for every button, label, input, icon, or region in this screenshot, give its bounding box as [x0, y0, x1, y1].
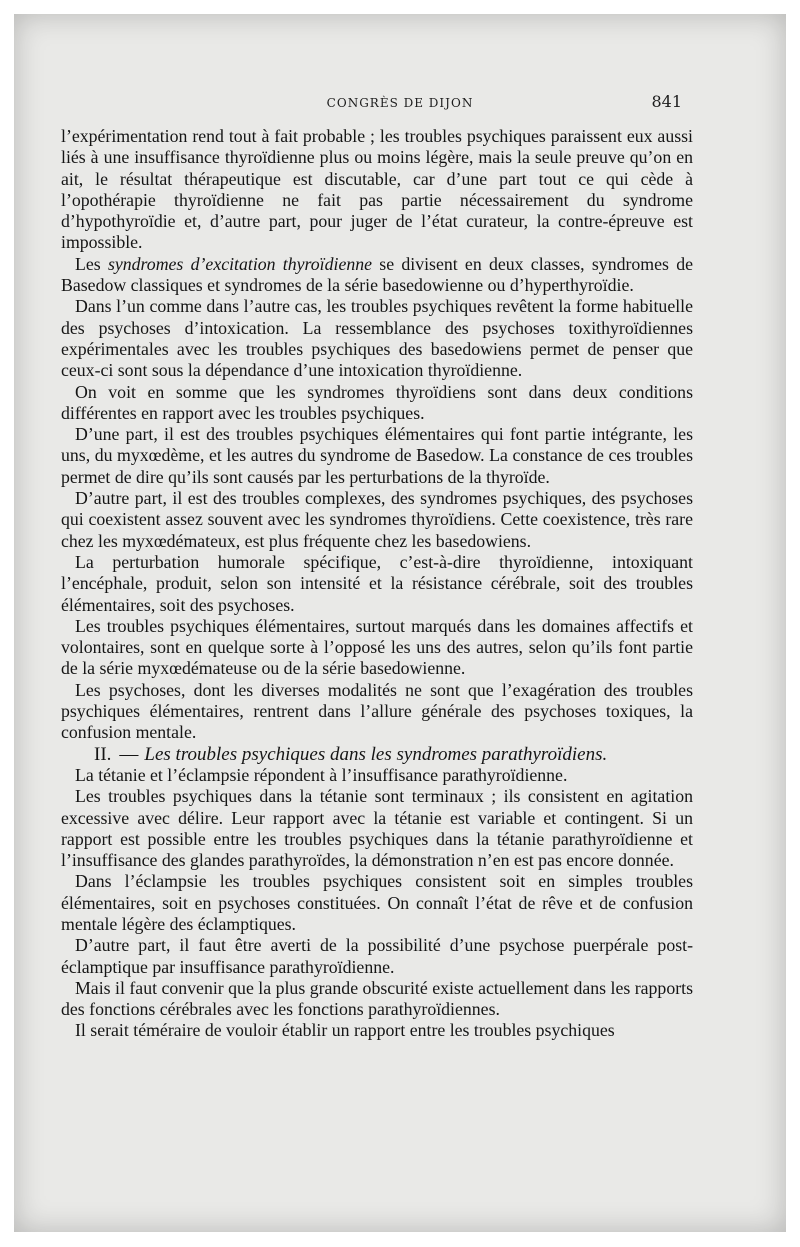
- body-text: [61, 126, 693, 1042]
- book-page: [14, 14, 786, 1232]
- running-header: [14, 92, 786, 116]
- paragraph: D’une part, il est des troubles psychiques élémentaires qui font partie intégrante, les uns, du myxœdème, et les autres du syndrome de Basedow. La constance de ces troubles permet de dire qu’ils sont causés par les perturbations de la thyroïde.: [61, 424, 693, 487]
- paragraph: D’autre part, il faut être averti de la possibilité d’une psychose puerpérale post-éclamptique par insuffisance parathyroïdienne.: [61, 935, 693, 977]
- paragraph: Dans l’un comme dans l’autre cas, les troubles psychiques revêtent la forme habituelle des psychoses d’intoxication. La ressemblance des psychoses toxithyroïdiennes expérimentales avec les troubles psychiques des basedowiens permet de penser que ceux-ci sont sous la dépendance d’une intoxication thyroïdienne.: [61, 296, 693, 381]
- paragraph: Il serait téméraire de vouloir établir un rapport entre les troubles psychiques: [75, 1020, 615, 1041]
- section-title-text: Les troubles psychiques dans les syndromes parathyroïdiens.: [144, 743, 608, 765]
- paragraph: D’autre part, il est des troubles complexes, des syndromes psychiques, des psychoses qui coexistent assez souvent avec les syndromes thyroïdiens. Cette coexistence, très rare chez les myxœdémateux, est plus fréquente chez les basedowiens.: [61, 488, 693, 551]
- paragraph: Les troubles psychiques dans la tétanie sont terminaux ; ils consistent en agitation excessive avec délire. Leur rapport avec la tétanie est variable et contingent. Si un rapport est possible entre les troubles psychiques dans la tétanie parathyroïdienne et l’insuffisance des glandes parathyroïdes, la démonstration n’en est pas encore donnée.: [61, 786, 693, 871]
- paragraph: Les troubles psychiques élémentaires, surtout marqués dans les domaines affectifs et volontaires, sont en quelque sorte à l’opposé les uns des autres, selon qu’ils font partie de la série myxœdémateuse ou de la série basedowienne.: [61, 615, 693, 679]
- paragraph: Mais il faut convenir que la plus grande obscurité existe actuellement dans les rapports des fonctions cérébrales avec les fonctions parathyroïdiennes.: [61, 977, 693, 1020]
- italic-term: syndromes d’excitation thyroïdienne: [107, 253, 373, 274]
- running-title: CONGRÈS DE DIJON: [326, 96, 474, 110]
- section-heading: [61, 744, 693, 765]
- paragraph: La tétanie et l’éclampsie répondent à l’insuffisance parathyroïdienne.: [75, 764, 568, 785]
- paragraph-rest: se divisent en deux classes, syndromes de Basedow classiques et syndromes de la série basedowienne ou d’hyperthyroïdie.: [61, 253, 693, 296]
- paragraph: [61, 254, 693, 297]
- paragraph: La perturbation humorale spécifique, c’est-à-dire thyroïdienne, intoxiquant l’encéphale, produit, selon son intensité et la résistance cérébrale, soit des troubles élémentaires, soit des psychoses.: [61, 551, 693, 615]
- paragraph: On voit en somme que les syndromes thyroïdiens sont dans deux conditions différentes en rapport avec les troubles psychiques.: [61, 381, 693, 423]
- paragraph: Les psychoses, dont les diverses modalités ne sont que l’exagération des troubles psychiques élémentaires, rentrent dans l’allure générale des psychoses toxiques, la confusion mentale.: [61, 679, 693, 743]
- paragraph-lead: Les: [75, 253, 101, 274]
- page-number: 841: [651, 92, 682, 111]
- paragraph: l’expérimentation rend tout à fait probable ; les troubles psychiques paraissent eux aussi liés à une insuffisance thyroïdienne plus ou moins légère, mais la seule preuve qu’on en ait, le résultat thérapeutique est discutable, car d’une part tout ce qui cède à l’opothérapie thyroïdienne ne fait pas partie nécessairement du syndrome d’hypothyroïdie et, d’autre part, pour juger de l’état curateur, la contre-épreuve est impossible.: [61, 126, 693, 253]
- paragraph: Dans l’éclampsie les troubles psychiques consistent soit en simples troubles élémentaires, soit en psychoses constituées. On connaît l’état de rêve et de confusion mentale légère des éclamptiques.: [61, 871, 693, 934]
- section-dash: —: [119, 743, 139, 765]
- section-number: II.: [94, 743, 112, 765]
